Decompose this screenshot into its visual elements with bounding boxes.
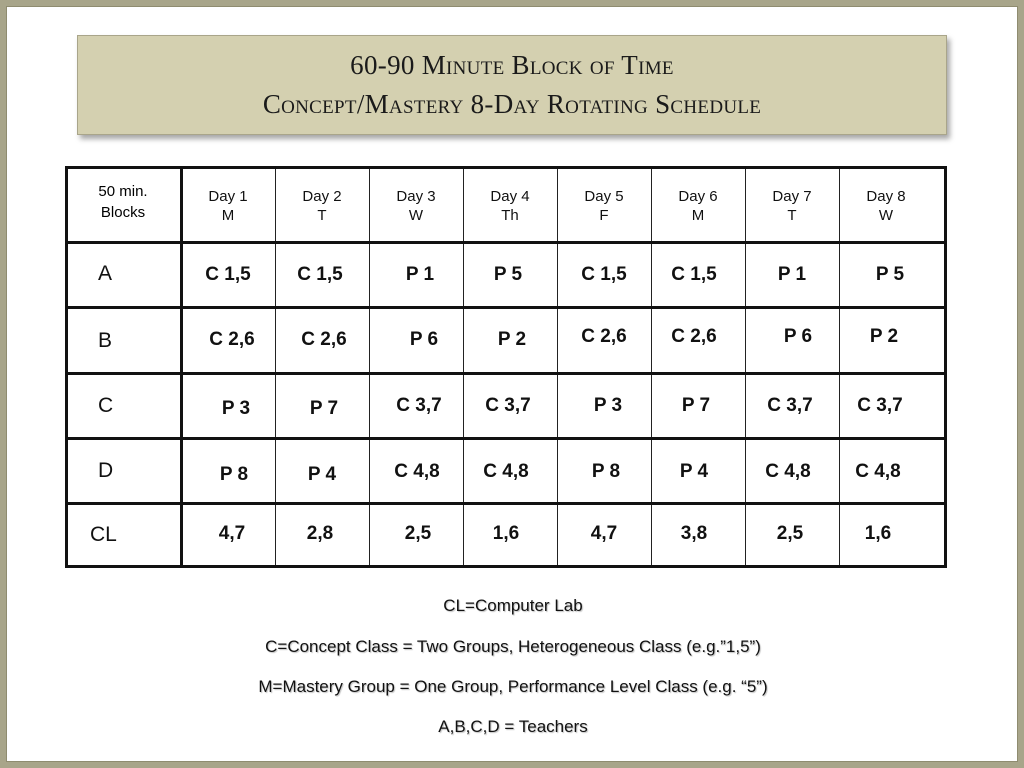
- row-label-d: D: [98, 459, 114, 482]
- day-header-6: Day 6 M: [678, 188, 718, 224]
- row-divider: [68, 502, 944, 505]
- column-divider: [651, 169, 652, 565]
- table-cell: 4,7: [218, 523, 246, 544]
- table-cell: 1,6: [492, 523, 520, 544]
- table-cell: C 3,7: [767, 395, 813, 416]
- table-cell: P 3: [593, 395, 623, 416]
- column-divider: [839, 169, 840, 565]
- table-cell: P 4: [307, 464, 337, 485]
- column-divider: [745, 169, 746, 565]
- table-cell: P 5: [875, 264, 905, 285]
- day-header-5: Day 5 F: [584, 188, 624, 224]
- blocks-header-line-2: Blocks: [100, 204, 146, 221]
- table-cell: C 2,6: [301, 329, 347, 350]
- table-cell: C 4,8: [765, 461, 811, 482]
- row-divider: [68, 372, 944, 375]
- day-header-4: Day 4 Th: [490, 188, 530, 224]
- table-cell: C 3,7: [396, 395, 442, 416]
- row-divider: [68, 241, 944, 244]
- day-header-2: Day 2 T: [302, 188, 342, 224]
- column-divider: [557, 169, 558, 565]
- table-cell: P 6: [409, 329, 439, 350]
- row-label-c: C: [98, 394, 114, 417]
- table-cell: C 3,7: [857, 395, 903, 416]
- row-divider: [68, 437, 944, 440]
- table-cell: P 4: [679, 461, 709, 482]
- column-divider: [369, 169, 370, 565]
- day-header-3: Day 3 W: [396, 188, 436, 224]
- table-cell: P 8: [591, 461, 621, 482]
- blocks-header-line-1: 50 min.: [98, 183, 148, 200]
- table-cell: P 2: [869, 326, 899, 347]
- title-line-1: 60-90 Minute Block of Time: [350, 50, 674, 80]
- column-divider: [180, 169, 183, 565]
- table-cell: P 7: [309, 398, 339, 419]
- table-cell: C 4,8: [855, 461, 901, 482]
- title-line-2: Concept/Mastery 8-Day Rotating Schedule: [262, 89, 762, 119]
- row-label-b: B: [98, 329, 113, 352]
- title-box: [77, 35, 947, 135]
- column-divider: [275, 169, 276, 565]
- table-cell: 3,8: [680, 523, 708, 544]
- table-cell: 2,5: [404, 523, 432, 544]
- blocks-header: [78, 181, 168, 223]
- table-cell: C 1,5: [297, 264, 343, 285]
- row-label-cl: CL: [90, 523, 117, 546]
- table-cell: C 4,8: [483, 461, 529, 482]
- table-cell: C 4,8: [394, 461, 440, 482]
- day-header-8: Day 8 W: [866, 188, 906, 224]
- day-header-7: Day 7 T: [772, 188, 812, 224]
- table-cell: P 6: [783, 326, 813, 347]
- table-cell: 2,5: [776, 523, 804, 544]
- table-cell: P 2: [497, 329, 527, 350]
- legend-teachers: A,B,C,D = Teachers: [438, 717, 588, 736]
- legend-mastery-group: M=Mastery Group = One Group, Performance Level Class (e.g. “5”): [258, 677, 768, 696]
- table-cell: P 7: [681, 395, 711, 416]
- table-cell: C 1,5: [581, 264, 627, 285]
- table-cell: C 2,6: [671, 326, 717, 347]
- row-label-a: A: [98, 262, 113, 285]
- table-cell: C 1,5: [671, 264, 717, 285]
- table-cell: C 3,7: [485, 395, 531, 416]
- legend-computer-lab: CL=Computer Lab: [443, 596, 583, 615]
- table-cell: P 1: [405, 264, 435, 285]
- table-cell: 2,8: [306, 523, 334, 544]
- table-cell: C 1,5: [205, 264, 251, 285]
- table-cell: 4,7: [590, 523, 618, 544]
- table-cell: C 2,6: [581, 326, 627, 347]
- table-cell: P 1: [777, 264, 807, 285]
- table-cell: P 8: [219, 464, 249, 485]
- day-header-1: Day 1 M: [208, 188, 248, 224]
- legend-concept-class: C=Concept Class = Two Groups, Heterogeneous Class (e.g.”1,5”): [265, 637, 761, 656]
- slide: [6, 6, 1018, 762]
- schedule-table: [65, 166, 947, 568]
- table-cell: P 5: [493, 264, 523, 285]
- column-divider: [463, 169, 464, 565]
- table-cell: C 2,6: [209, 329, 255, 350]
- row-divider: [68, 306, 944, 309]
- table-cell: P 3: [221, 398, 251, 419]
- table-cell: 1,6: [864, 523, 892, 544]
